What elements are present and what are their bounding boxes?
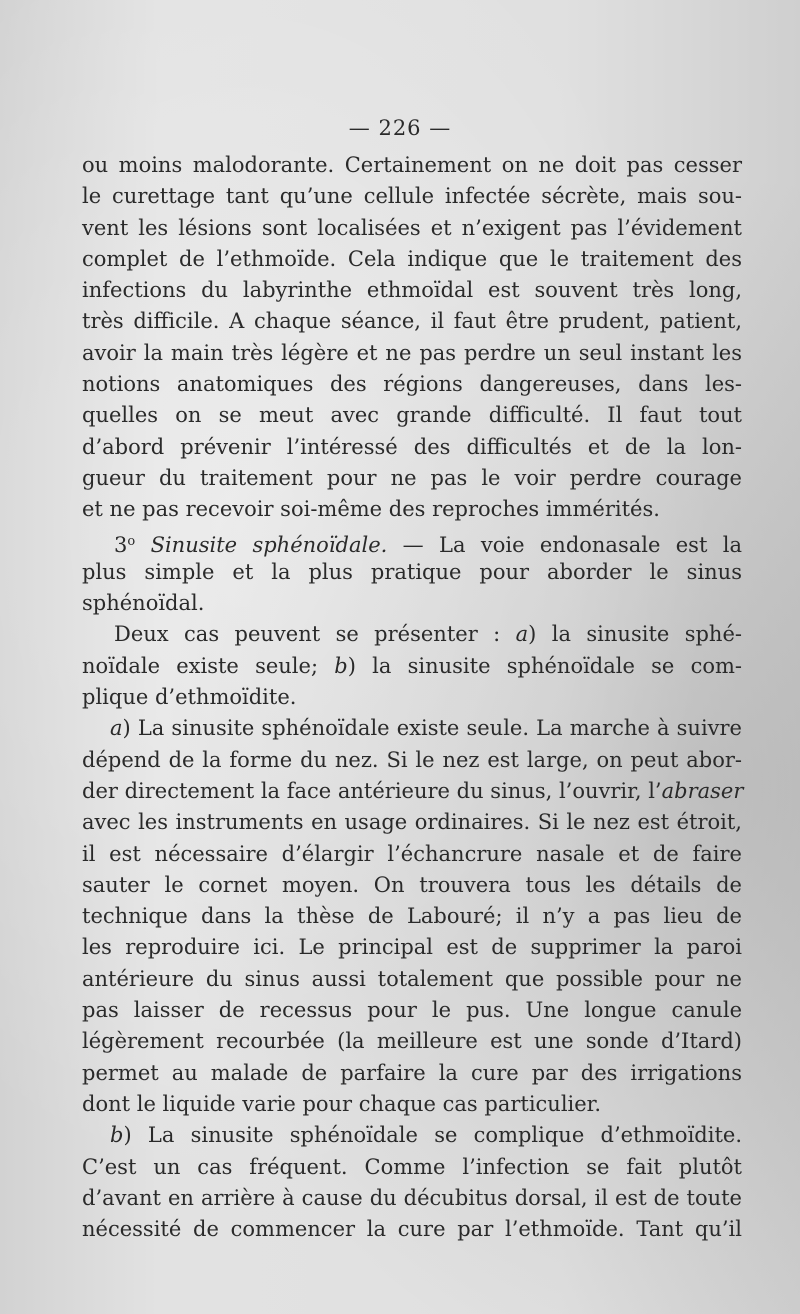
text-fragment: Deux cas peuvent se présenter : bbox=[114, 622, 516, 647]
text-line: plus simple et la plus pratique pour aborder le sinus bbox=[82, 559, 742, 584]
text-line: d’abord prévenir l’intéressé des difficultés et de la lon- bbox=[82, 434, 742, 459]
text-line: antérieure du sinus aussi totalement que possible pour ne bbox=[82, 966, 742, 991]
text-fragment: ) La sinusite sphénoïdale existe seule. La marche à suivre bbox=[122, 716, 742, 741]
text-line: complet de l’ethmoïde. Cela indique que le traitement des bbox=[82, 246, 742, 271]
section-number-sup: o bbox=[127, 533, 136, 549]
text-line: le curettage tant qu’une cellule infectée sécrète, mais sou- bbox=[82, 184, 742, 209]
text-line: ou moins malodorante. Certainement on ne doit pas cesser bbox=[82, 153, 742, 177]
text-line bbox=[82, 1120, 742, 1151]
section-heading-line bbox=[82, 526, 742, 557]
text-line bbox=[82, 776, 742, 807]
text-line: très difficile. A chaque séance, il faut être prudent, patient, bbox=[82, 309, 742, 334]
text-line: plique d’ethmoïdite. bbox=[82, 685, 297, 710]
text-line: dont le liquide varie pour chaque cas particulier. bbox=[82, 1091, 602, 1116]
text-line: sphénoïdal. bbox=[82, 591, 205, 616]
text-line: avec les instruments en usage ordinaires. Si le nez est étroit, bbox=[82, 810, 742, 835]
text-line: infections du labyrinthe ethmoïdal est souvent très long, bbox=[82, 278, 742, 303]
text-line: technique dans la thèse de Labouré; il n’y a pas lieu de bbox=[82, 904, 742, 929]
text-fragment: ) la sinusite sphénoïdale se com- bbox=[347, 653, 742, 678]
text-line: quelles on se meut avec grande difficulté. Il faut tout bbox=[82, 403, 742, 428]
text-line: et ne pas recevoir soi-même des reproches immérités. bbox=[82, 497, 660, 522]
text-line bbox=[82, 651, 742, 682]
text-line: avoir la main très légère et ne pas perdre un seul instant les bbox=[82, 340, 742, 365]
section-number: 3 bbox=[114, 532, 128, 557]
text-line: dépend de la forme du nez. Si le nez est large, on peut abor- bbox=[82, 747, 742, 772]
para-a-label: a bbox=[110, 716, 123, 741]
body-text bbox=[82, 150, 742, 1245]
text-line: il est nécessaire d’élargir l’échancrure nasale et de faire bbox=[82, 841, 742, 866]
section-title: Sinusite sphénoïdale. bbox=[150, 532, 388, 557]
text-line: permet au malade de parfaire la cure par des irrigations bbox=[82, 1060, 742, 1085]
text-line: sauter le cornet moyen. On trouvera tous les détails de bbox=[82, 872, 742, 897]
text-fragment: ) la sinusite sphé- bbox=[528, 622, 742, 647]
text-fragment: ) La sinusite sphénoïdale se complique d’ethmoïdite. bbox=[123, 1123, 742, 1148]
text-line: notions anatomiques des régions dangereuses, dans les- bbox=[82, 372, 742, 397]
italic-word: abraser bbox=[661, 778, 744, 803]
text-line: gueur du traitement pour ne pas le voir perdre courage bbox=[82, 465, 742, 490]
text-line: légèrement recourbée (la meilleure est une sonde d’Itard) bbox=[82, 1029, 742, 1054]
text-line bbox=[82, 619, 742, 650]
case-b-label: b bbox=[334, 653, 348, 678]
text-line: pas laisser de recessus pour le pus. Une longue canule bbox=[82, 998, 742, 1023]
case-a-label: a bbox=[515, 622, 529, 647]
text-line: vent les lésions sont localisées et n’exigent pas l’évidement bbox=[82, 215, 742, 240]
text-line: C’est un cas fréquent. Comme l’infection se fait plutôt bbox=[82, 1154, 742, 1179]
text-fragment: der directement la face antérieure du sinus, l’ouvrir, l’ bbox=[82, 778, 662, 803]
text-fragment: noïdale existe seule; bbox=[82, 653, 335, 678]
section-heading-rest: — La voie endonasale est la bbox=[387, 532, 742, 557]
text-line: les reproduire ici. Le principal est de supprimer la paroi bbox=[82, 935, 742, 960]
para-b-label: b bbox=[110, 1123, 124, 1148]
text-line: nécessité de commencer la cure par l’ethmoïde. Tant qu’il bbox=[82, 1217, 742, 1242]
page-number: — 226 — bbox=[348, 116, 452, 140]
text-line bbox=[82, 713, 742, 744]
text-line: d’avant en arrière à cause du décubitus dorsal, il est de toute bbox=[82, 1185, 742, 1210]
